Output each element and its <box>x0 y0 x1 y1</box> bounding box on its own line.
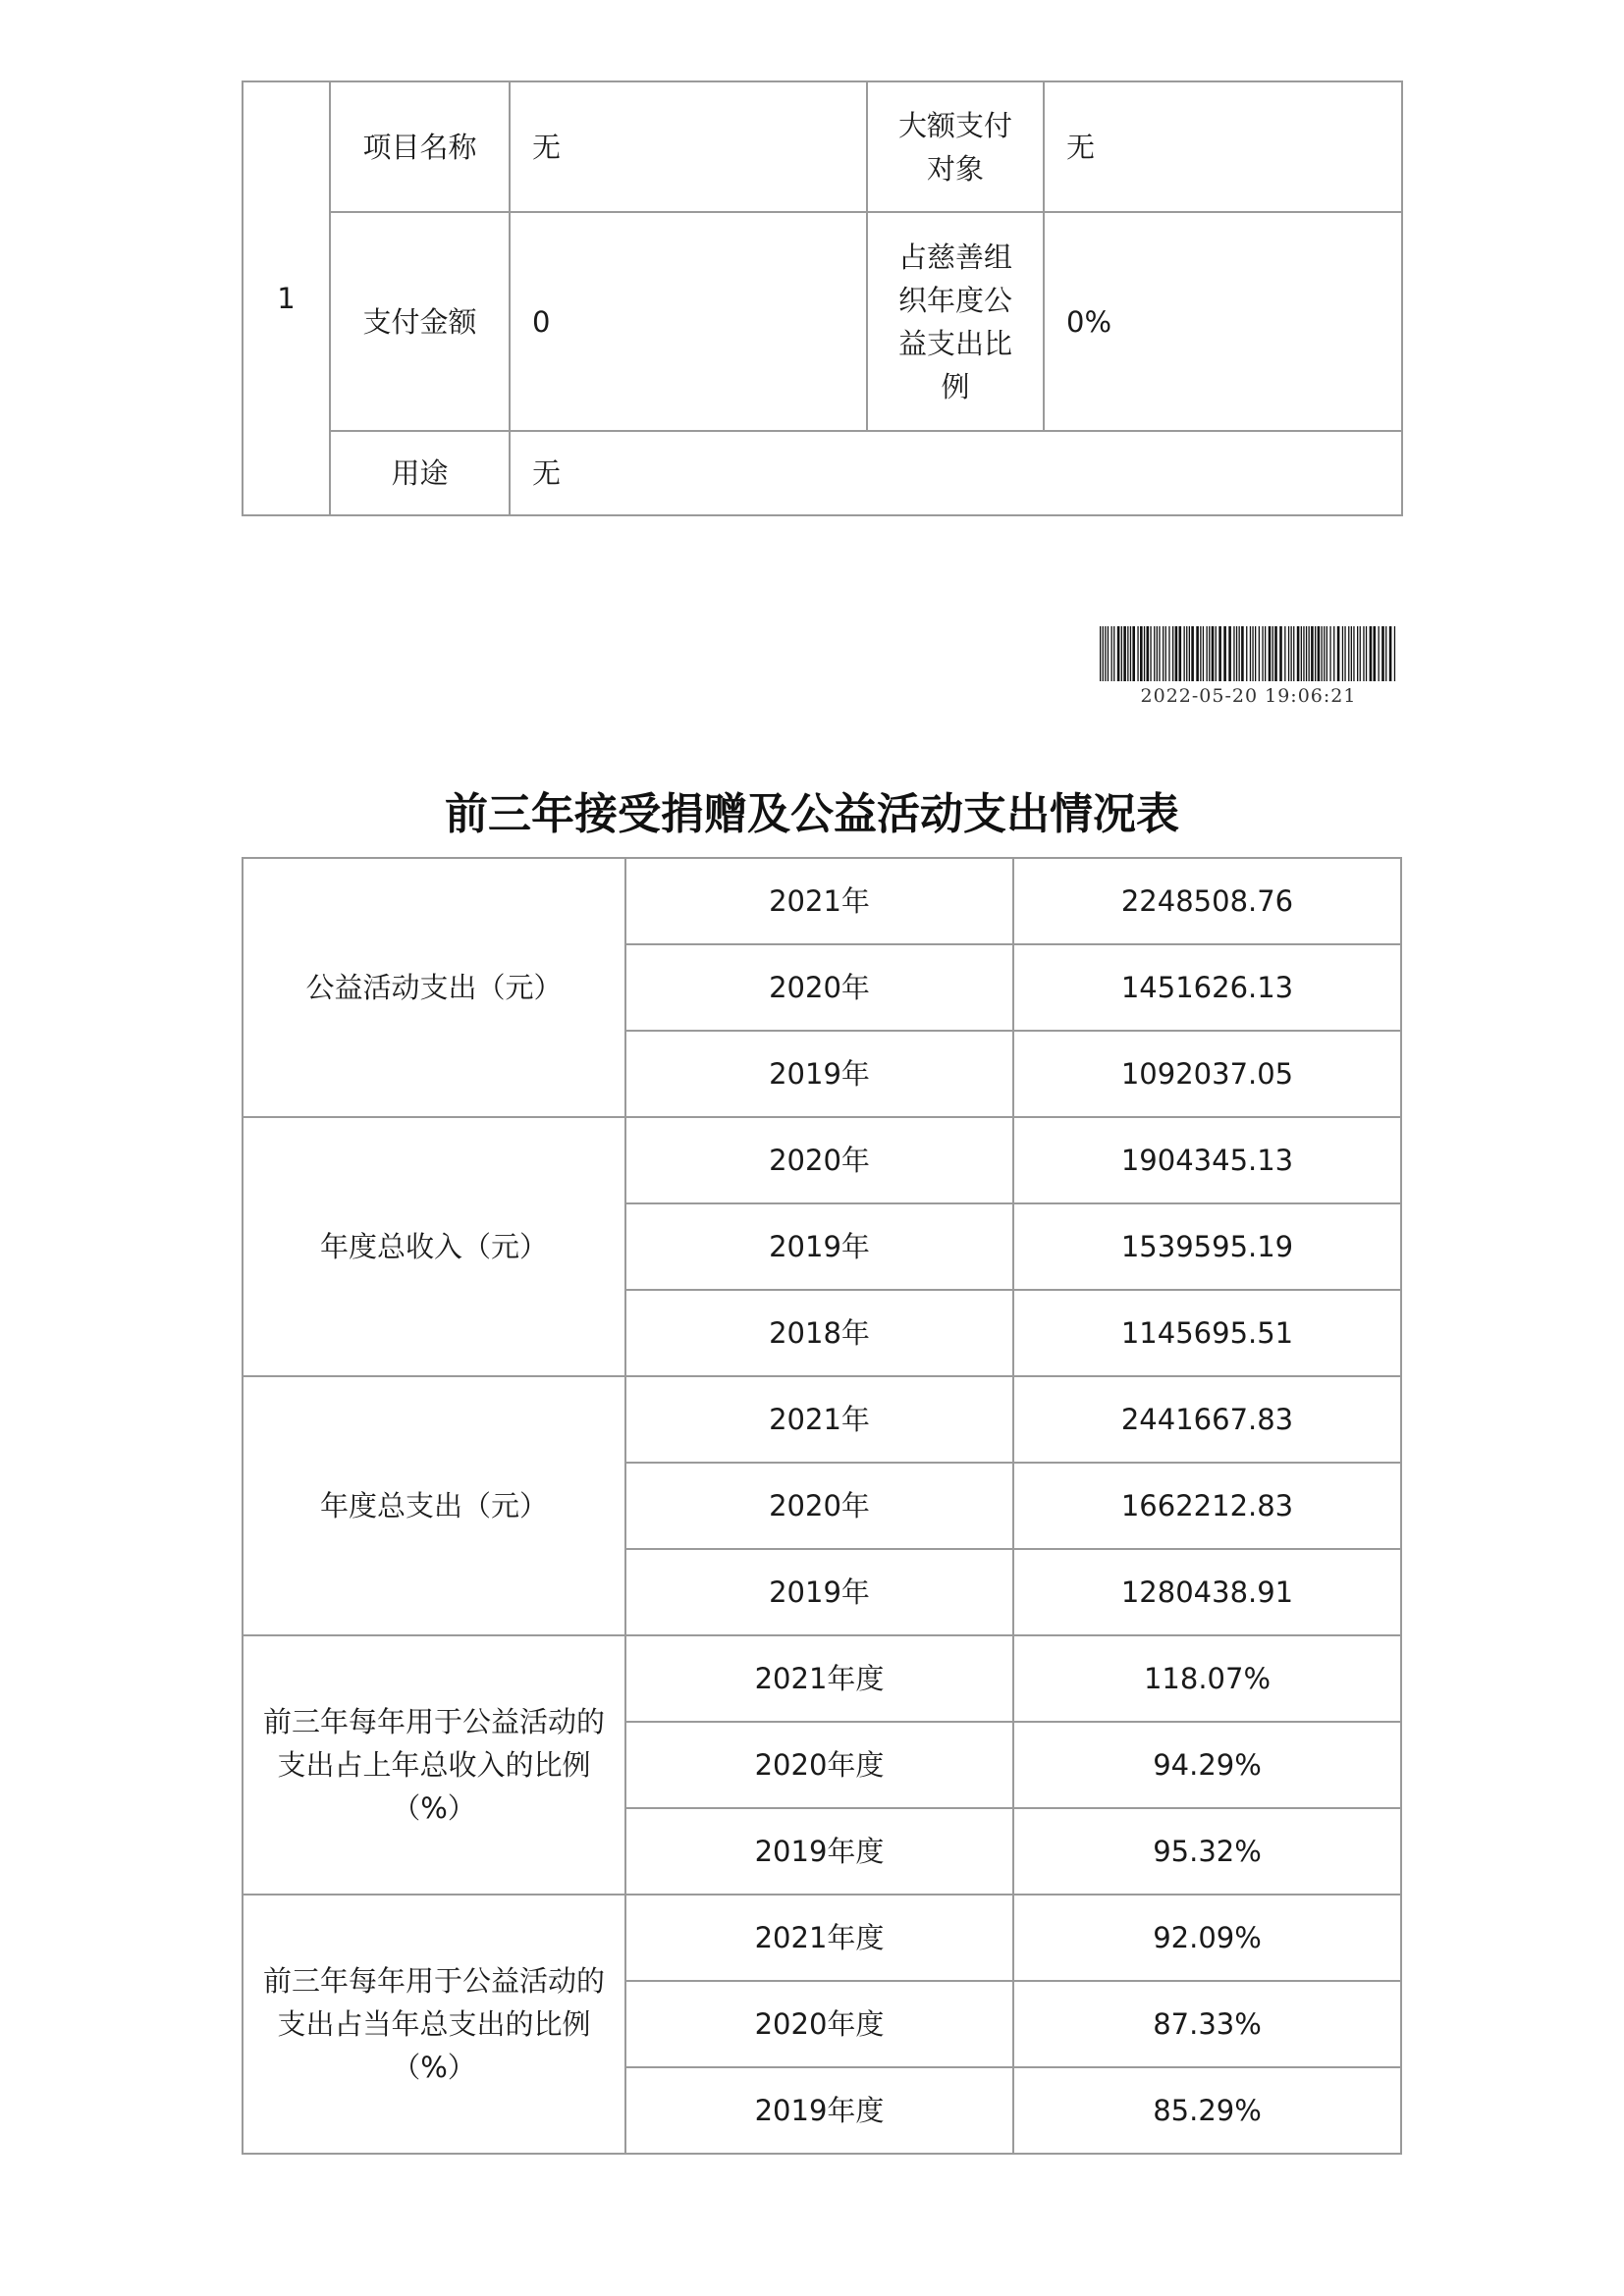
ratio-value: 0% <box>1044 212 1402 431</box>
barcode-bar <box>1322 626 1323 681</box>
barcode-bar <box>1337 626 1340 681</box>
barcode-bar <box>1374 626 1377 681</box>
year-cell: 2020年 <box>625 944 1013 1031</box>
barcode <box>1100 626 1397 681</box>
value-cell: 118.07% <box>1013 1635 1401 1722</box>
table-row <box>243 1376 1401 1463</box>
barcode-bar <box>1318 626 1321 681</box>
barcode-bar <box>1324 626 1325 681</box>
value-cell: 85.29% <box>1013 2067 1401 2154</box>
year-cell: 2021年度 <box>625 1635 1013 1722</box>
barcode-bar <box>1265 626 1266 681</box>
barcode-bar <box>1366 626 1367 681</box>
ratio-label: 占慈善组织年度公益支出比例 <box>867 212 1044 431</box>
barcode-bar <box>1288 626 1289 681</box>
year-cell: 2020年 <box>625 1463 1013 1549</box>
barcode-bar <box>1111 626 1112 681</box>
barcode-bar <box>1163 626 1164 681</box>
usage-label: 用途 <box>330 431 510 515</box>
barcode-bar <box>1279 626 1282 681</box>
table-row <box>243 1117 1401 1203</box>
barcode-bar <box>1246 626 1247 681</box>
barcode-bar <box>1363 626 1364 681</box>
barcode-bar <box>1239 626 1240 681</box>
value-cell: 92.09% <box>1013 1895 1401 1981</box>
year-cell: 2019年度 <box>625 2067 1013 2154</box>
barcode-bar <box>1333 626 1334 681</box>
barcode-bar <box>1157 626 1158 681</box>
value-cell: 95.32% <box>1013 1808 1401 1895</box>
barcode-bar <box>1228 626 1231 681</box>
barcode-bar <box>1117 626 1120 681</box>
barcode-bar <box>1303 626 1304 681</box>
year-cell: 2019年 <box>625 1203 1013 1290</box>
barcode-bar <box>1209 626 1210 681</box>
barcode-bar <box>1154 626 1155 681</box>
year-cell: 2019年 <box>625 1031 1013 1117</box>
value-cell: 1539595.19 <box>1013 1203 1401 1290</box>
table-row <box>243 1635 1401 1722</box>
year-cell: 2020年度 <box>625 1722 1013 1808</box>
barcode-bar <box>1301 626 1302 681</box>
barcode-bar <box>1233 626 1234 681</box>
barcode-bar <box>1127 626 1128 681</box>
barcode-timestamp: 2022-05-20 19:06:21 <box>1140 685 1357 707</box>
year-cell: 2021年度 <box>625 1895 1013 1981</box>
barcode-bar <box>1342 626 1343 681</box>
year-cell: 2019年 <box>625 1549 1013 1635</box>
barcode-bar <box>1191 626 1194 681</box>
barcode-bar <box>1315 626 1316 681</box>
barcode-bar <box>1121 626 1122 681</box>
project-name-value: 无 <box>510 81 867 212</box>
payee-label: 大额支付对象 <box>867 81 1044 212</box>
barcode-bar <box>1137 626 1138 681</box>
barcode-bar <box>1159 626 1160 681</box>
barcode-bar <box>1370 626 1373 681</box>
barcode-bar <box>1348 626 1349 681</box>
barcode-bar <box>1385 626 1386 681</box>
barcode-bar <box>1147 626 1150 681</box>
value-cell: 94.29% <box>1013 1722 1401 1808</box>
barcode-bar <box>1186 626 1187 681</box>
barcode-bar <box>1250 626 1251 681</box>
payee-value: 无 <box>1044 81 1402 212</box>
barcode-bar <box>1144 626 1145 681</box>
value-cell: 1662212.83 <box>1013 1463 1401 1549</box>
barcode-bar <box>1252 626 1253 681</box>
barcode-bar <box>1297 626 1300 681</box>
barcode-bar <box>1130 626 1131 681</box>
barcode-bar <box>1218 626 1221 681</box>
barcode-bar <box>1196 626 1199 681</box>
barcode-bar <box>1379 626 1380 681</box>
table-row <box>243 858 1401 944</box>
barcode-bar <box>1360 626 1361 681</box>
barcode-bar <box>1207 626 1208 681</box>
value-cell: 87.33% <box>1013 1981 1401 2067</box>
barcode-bar <box>1179 626 1182 681</box>
amount-value: 0 <box>510 212 867 431</box>
barcode-bar <box>1200 626 1201 681</box>
value-cell: 2441667.83 <box>1013 1376 1401 1463</box>
barcode-bar <box>1291 626 1292 681</box>
year-cell: 2019年度 <box>625 1808 1013 1895</box>
barcode-bar <box>1108 626 1109 681</box>
barcode-bar <box>1203 626 1204 681</box>
group-label: 年度总支出（元） <box>243 1376 625 1635</box>
barcode-bar <box>1353 626 1354 681</box>
year-cell: 2018年 <box>625 1290 1013 1376</box>
barcode-bar <box>1223 626 1226 681</box>
value-cell: 1145695.51 <box>1013 1290 1401 1376</box>
group-label: 前三年每年用于公益活动的支出占上年总收入的比例（%） <box>243 1635 625 1895</box>
barcode-bar <box>1184 626 1185 681</box>
value-cell: 2248508.76 <box>1013 858 1401 944</box>
barcode-bar <box>1103 626 1104 681</box>
barcode-bar <box>1344 626 1345 681</box>
barcode-bar <box>1394 626 1395 681</box>
barcode-bar <box>1311 626 1314 681</box>
barcode-bar <box>1357 626 1358 681</box>
barcode-bar <box>1284 626 1285 681</box>
project-name-label: 项目名称 <box>330 81 510 212</box>
barcode-bar <box>1293 626 1294 681</box>
year-cell: 2020年度 <box>625 1981 1013 2067</box>
barcode-bar <box>1100 626 1101 681</box>
barcode-bar <box>1241 626 1244 681</box>
barcode-bar <box>1269 626 1272 681</box>
barcode-bar <box>1123 626 1126 681</box>
value-cell: 1904345.13 <box>1013 1117 1401 1203</box>
barcode-bar <box>1309 626 1310 681</box>
barcode-bar <box>1381 626 1384 681</box>
value-cell: 1451626.13 <box>1013 944 1401 1031</box>
barcode-bar <box>1132 626 1135 681</box>
value-cell: 1280438.91 <box>1013 1549 1401 1635</box>
amount-label: 支付金额 <box>330 212 510 431</box>
barcode-bar <box>1105 626 1106 681</box>
year-cell: 2021年 <box>625 1376 1013 1463</box>
barcode-bar <box>1172 626 1173 681</box>
barcode-bar <box>1140 626 1143 681</box>
barcode-bar <box>1329 626 1330 681</box>
barcode-bar <box>1165 626 1166 681</box>
group-label: 前三年每年用于公益活动的支出占当年总支出的比例（%） <box>243 1895 625 2154</box>
year-cell: 2020年 <box>625 1117 1013 1203</box>
group-label: 年度总收入（元） <box>243 1117 625 1376</box>
barcode-bar <box>1189 626 1190 681</box>
group-label: 公益活动支出（元） <box>243 858 625 1117</box>
barcode-bar <box>1255 626 1256 681</box>
barcode-bar <box>1113 626 1114 681</box>
barcode-bar <box>1212 626 1215 681</box>
value-cell: 1092037.05 <box>1013 1031 1401 1117</box>
barcode-bar <box>1175 626 1178 681</box>
barcode-bar <box>1259 626 1260 681</box>
usage-value: 无 <box>510 431 1402 515</box>
donation-expenditure-table <box>242 857 1402 2155</box>
barcode-bar <box>1216 626 1217 681</box>
barcode-bar <box>1168 626 1169 681</box>
large-payment-table <box>242 80 1403 516</box>
year-cell: 2021年 <box>625 858 1013 944</box>
barcode-bar <box>1389 626 1392 681</box>
barcode-bar <box>1274 626 1277 681</box>
barcode-bar <box>1272 626 1273 681</box>
barcode-bar <box>1262 626 1263 681</box>
barcode-bar <box>1150 626 1151 681</box>
barcode-bar <box>1306 626 1307 681</box>
barcode-bar <box>1236 626 1237 681</box>
barcode-bar <box>1351 626 1352 681</box>
table-row <box>243 1895 1401 1981</box>
barcode-bar <box>1326 626 1327 681</box>
item-index: 1 <box>243 81 330 515</box>
report-title: 前三年接受捐赠及公益活动支出情况表 <box>445 789 1179 839</box>
